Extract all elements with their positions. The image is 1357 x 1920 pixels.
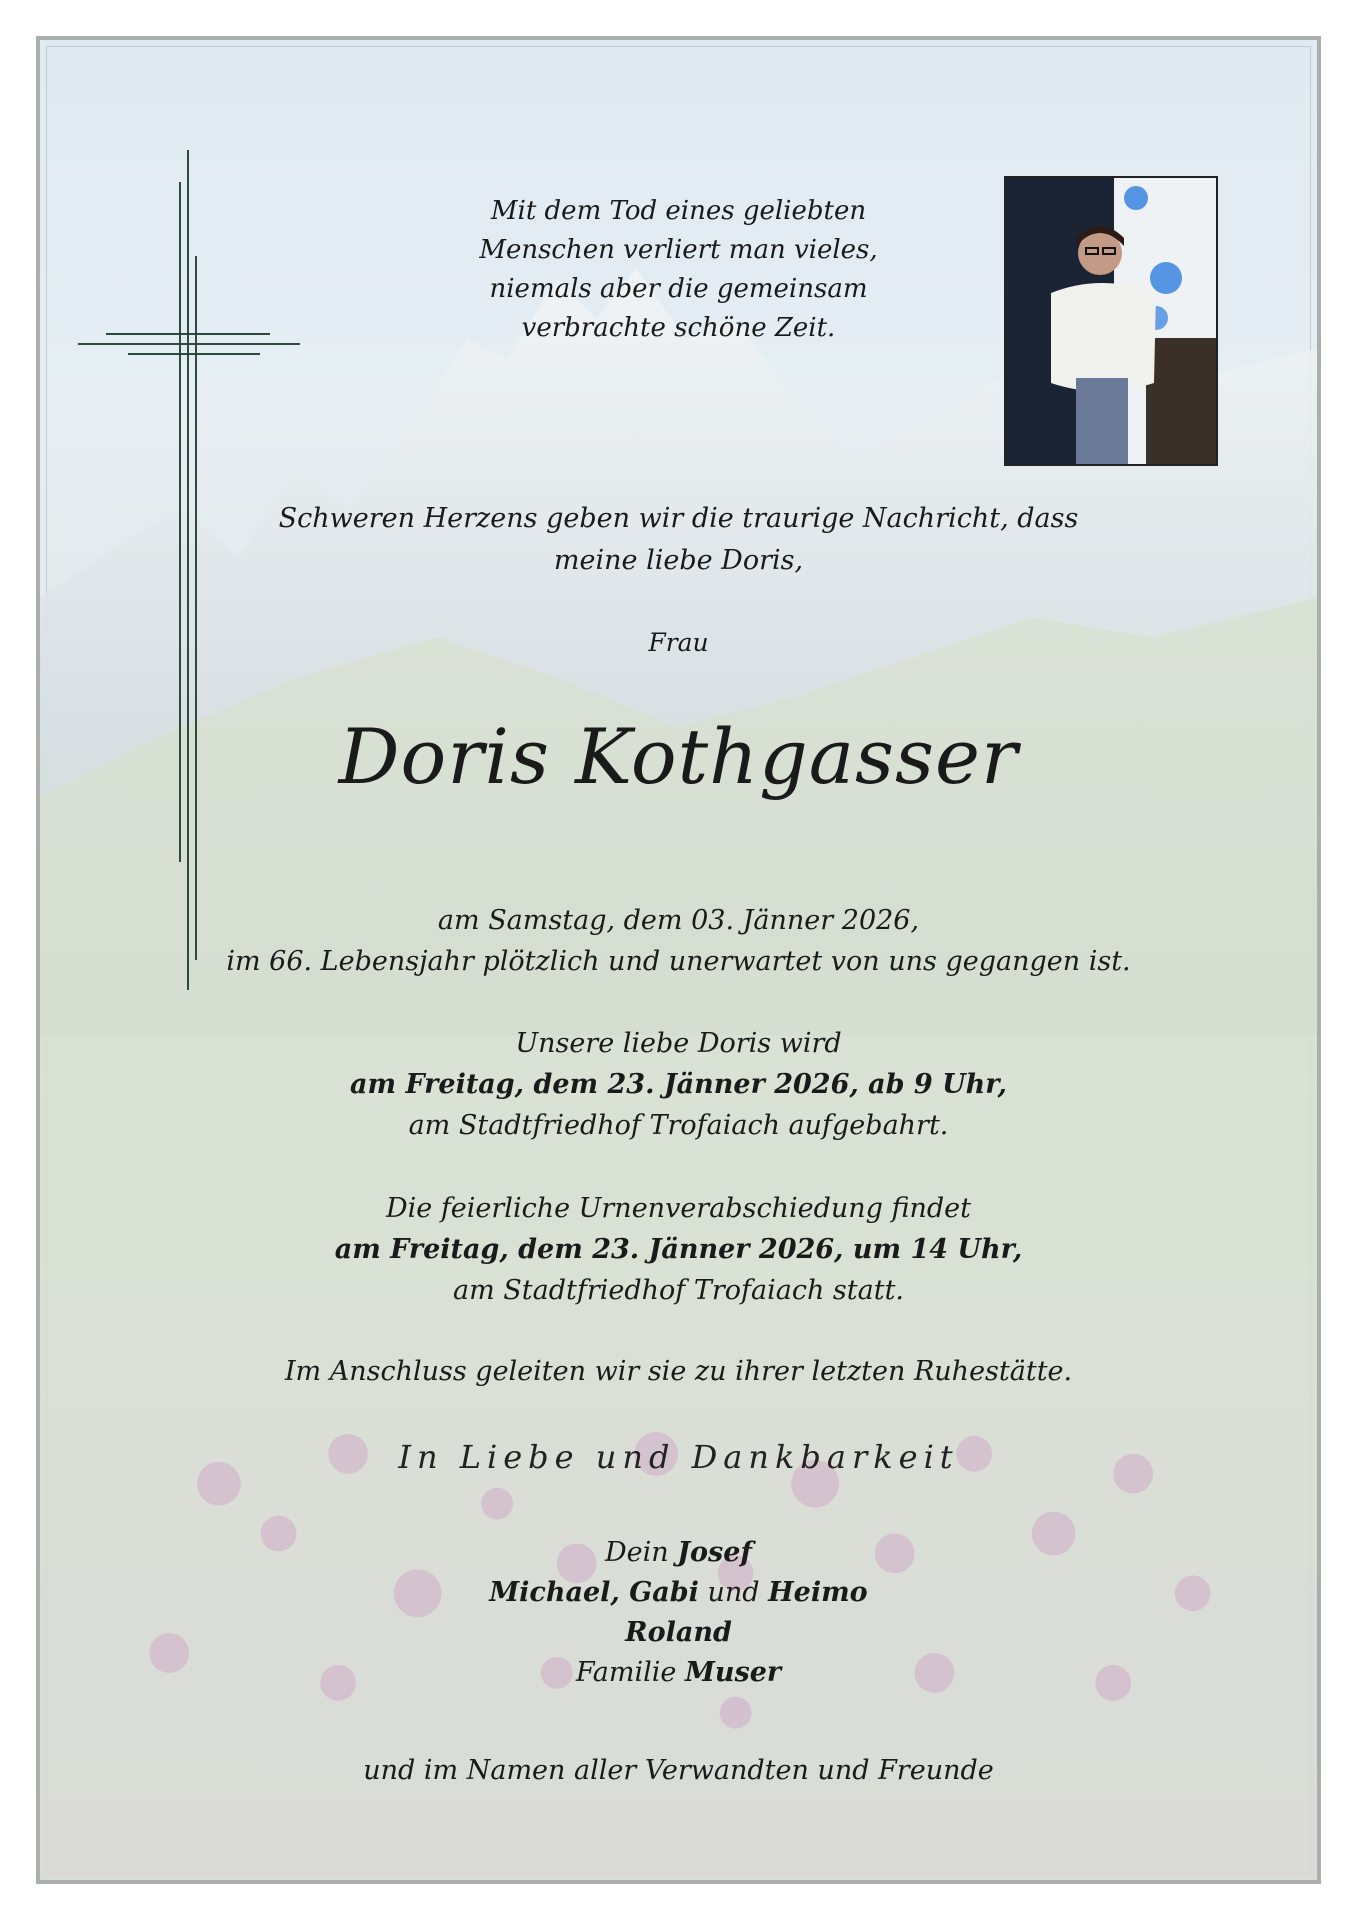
ceremony-intro: Die feierliche Urnenverabschiedung findet [385,1193,972,1224]
mourner-conjunction: und [707,1577,760,1608]
ceremony-place: am Stadtfriedhof Trofaiach statt. [452,1275,905,1306]
mourner-line [0,1657,1357,1688]
salutation: Frau [648,628,709,657]
mourner-name: Michael, Gabi [489,1577,699,1608]
verse-line: verbrachte schöne Zeit. [521,313,836,343]
verse-line: Menschen verliert man vieles, [479,235,878,265]
announcement-line: meine liebe Doris, [553,545,804,576]
viewing-date: am Freitag, dem 23. Jänner 2026, ab 9 Uhr, [350,1069,1007,1100]
mourner-name: Muser [684,1657,782,1688]
closing-phrase: In Liebe und Dankbarkeit [398,1438,959,1476]
footer-line: und im Namen aller Verwandten und Freunde [363,1755,994,1786]
death-date: am Samstag, dem 03. Jänner 2026, [437,905,920,936]
burial-note: Im Anschluss geleiten wir sie zu ihrer letzten Ruhestätte. [284,1356,1073,1387]
viewing-intro: Unsere liebe Doris wird [515,1028,842,1059]
mourner-name: Roland [625,1617,732,1648]
mourner-line [0,1537,1357,1568]
death-details: im 66. Lebensjahr plötzlich und unerwartet von uns gegangen ist. [226,946,1131,977]
mourner-prefix: Dein [604,1537,669,1568]
announcement-line: Schweren Herzens geben wir die traurige Nachricht, dass [278,503,1079,534]
verse-line: niemals aber die gemeinsam [489,274,868,304]
ceremony-date: am Freitag, dem 23. Jänner 2026, um 14 Uhr, [334,1234,1023,1265]
mourner-name: Josef [677,1537,753,1568]
mourner-name: Heimo [768,1577,868,1608]
mourner-line [0,1577,1357,1608]
verse-line: Mit dem Tod eines geliebten [490,196,867,226]
deceased-name: Doris Kothgasser [338,712,1019,801]
mourner-prefix: Familie [575,1657,677,1688]
viewing-place: am Stadtfriedhof Trofaiach aufgebahrt. [408,1110,949,1141]
